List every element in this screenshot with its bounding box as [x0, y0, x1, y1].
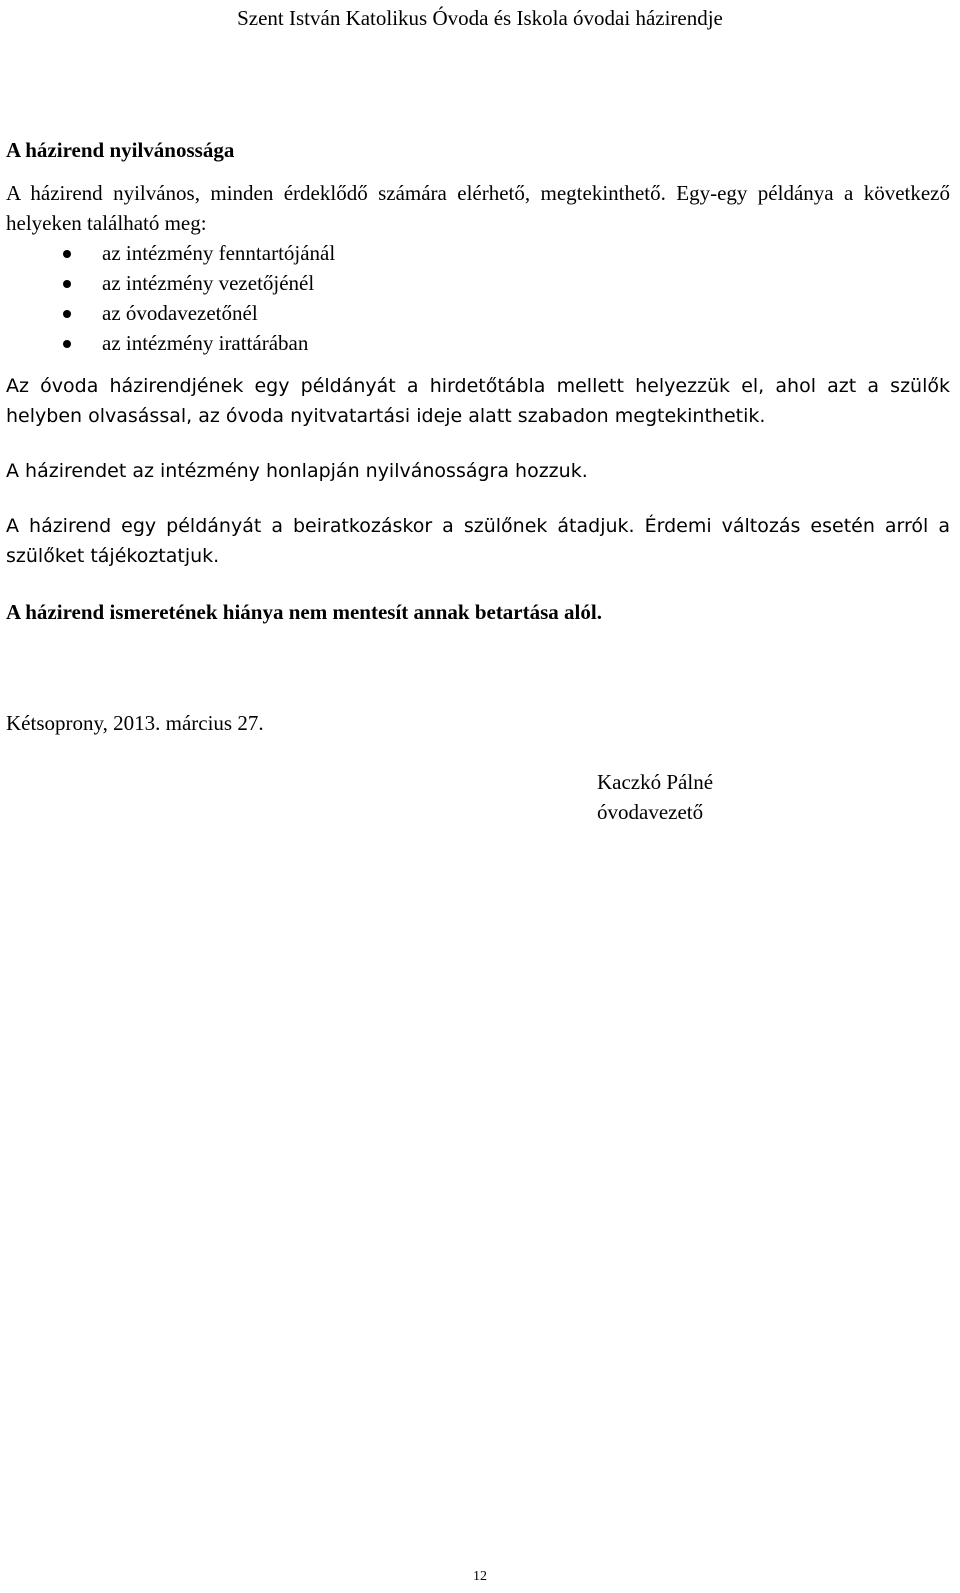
signature-block [597, 767, 713, 827]
list-item [6, 268, 950, 298]
list-item [6, 298, 950, 328]
list-item [6, 238, 950, 268]
section-title: A házirend nyilvánossága [6, 138, 235, 162]
website-paragraph: A házirendet az intézmény honlapján nyilvánosságra hozzuk. [6, 460, 588, 482]
list-item-text: az intézmény irattárában [102, 331, 309, 355]
page-number: 12 [473, 1569, 487, 1584]
signer-name: Kaczkó Pálné [597, 770, 714, 794]
list-item-text: az óvodavezetőnél [102, 301, 258, 325]
list-item [6, 328, 950, 358]
list-item-text: az intézmény vezetőjénél [102, 271, 315, 295]
noticeboard-paragraph: Az óvoda házirendjének egy példányát a hirdetőtábla mellett helyezzük el, ahol azt a szülők helyben olvasással, az óvoda nyitvatartási ideje alatt szabadon megtekinthetik. [6, 375, 950, 427]
closing-statement: A házirend ismeretének hiánya nem mentesít annak betartása alól. [6, 600, 602, 624]
bullet-icon [63, 280, 71, 288]
document-body [6, 135, 950, 627]
page-header: Szent István Katolikus Óvoda és Iskola óvodai házirendje [237, 6, 723, 30]
place-date: Kétsoprony, 2013. március 27. [6, 711, 264, 735]
locations-list [6, 238, 950, 358]
bullet-icon [63, 340, 71, 348]
bullet-icon [63, 310, 71, 318]
intro-paragraph: A házirend nyilvános, minden érdeklődő számára elérhető, megtekinthető. Egy-egy példánya a következő helyeken található meg: [6, 181, 950, 235]
enrollment-paragraph: A házirend egy példányát a beiratkozáskor a szülőnek átadjuk. Érdemi változás esetén arról a szülőket tájékoztatjuk. [6, 515, 950, 567]
signer-title: óvodavezető [597, 800, 704, 824]
list-item-text: az intézmény fenntartójánál [102, 241, 336, 265]
bullet-icon [63, 250, 71, 258]
